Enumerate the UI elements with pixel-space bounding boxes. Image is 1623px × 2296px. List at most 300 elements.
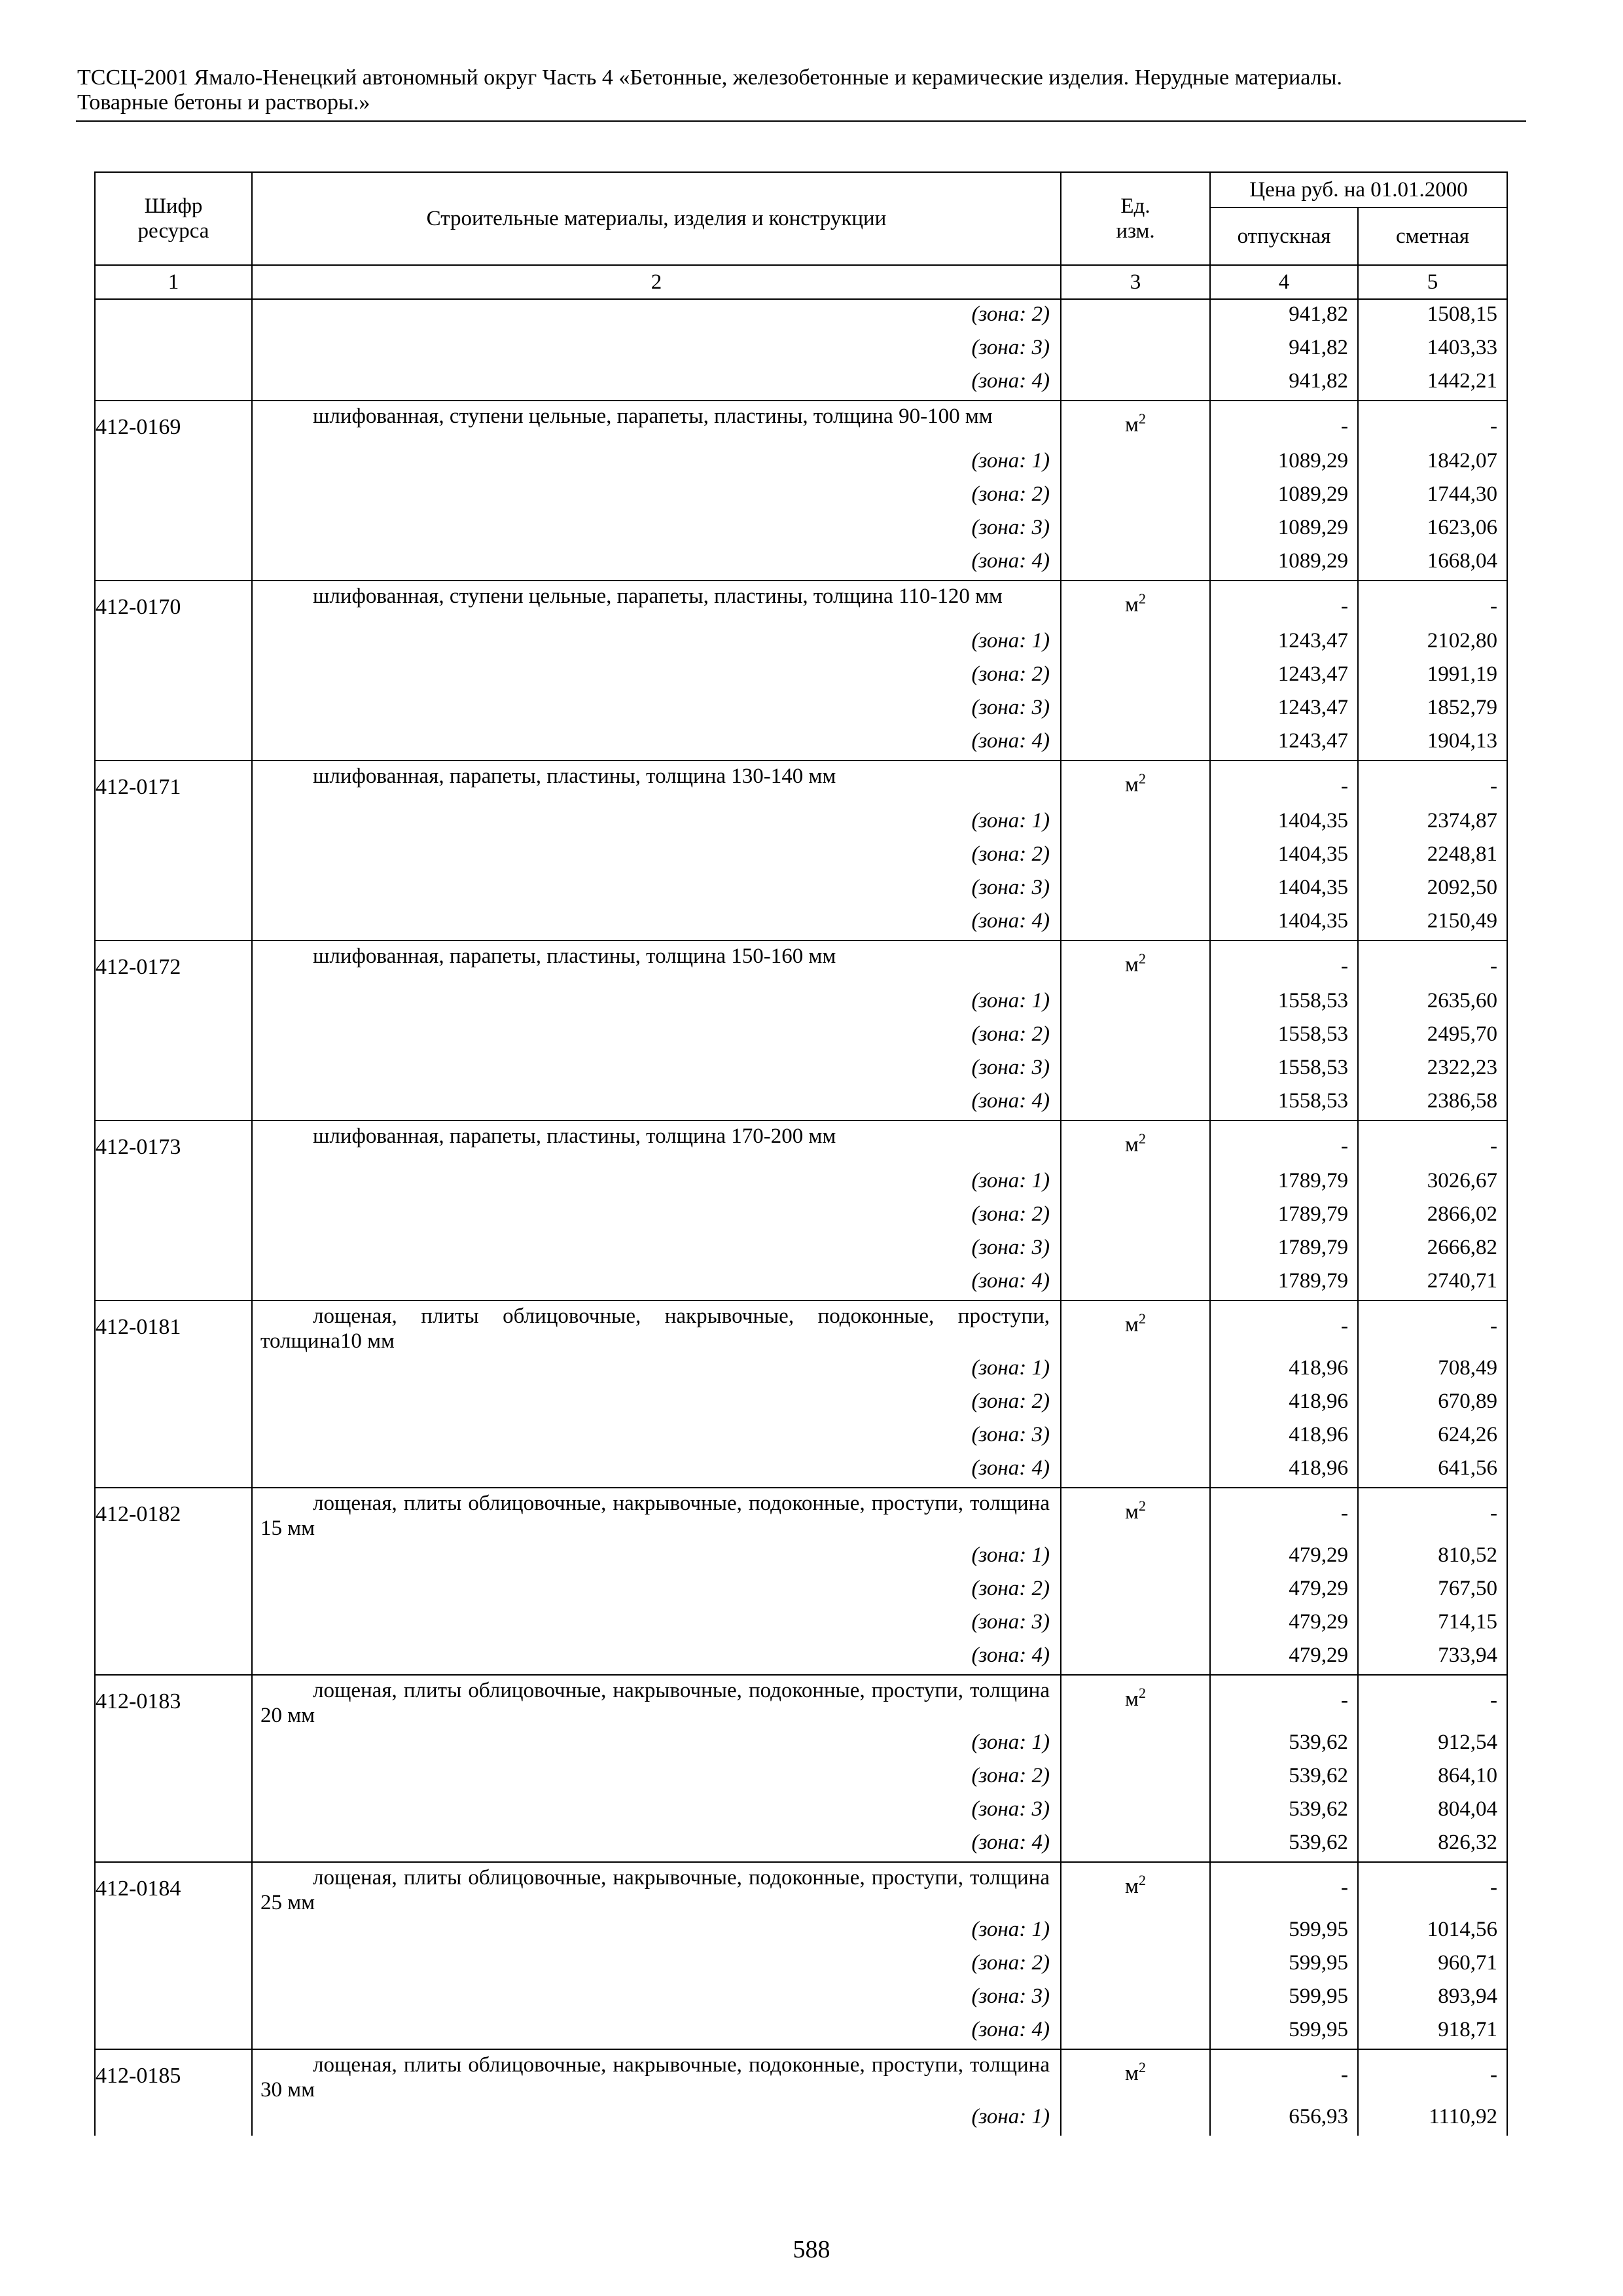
table-row — [95, 1795, 1507, 1828]
table-row — [95, 986, 1507, 1020]
zone-label: (зона: 3) — [252, 1420, 1061, 1454]
table-row — [95, 1728, 1507, 1761]
release-price: 479,29 — [1210, 1607, 1358, 1641]
zone-label: (зона: 2) — [252, 299, 1061, 333]
zone-label: (зона: 1) — [252, 626, 1061, 660]
item-description-text: лощеная, плиты облицовочные, накрывочные, подоконные, проступи, толщина 15 мм — [260, 1492, 1050, 1540]
release-price: - — [1210, 941, 1358, 986]
unit-text: м — [1125, 1133, 1139, 1157]
estimate-price: 1842,07 — [1358, 446, 1507, 480]
estimate-price: - — [1358, 2049, 1507, 2102]
col-header-release: отпускная — [1210, 207, 1358, 265]
table-row — [95, 1828, 1507, 1862]
item-description — [252, 1862, 1061, 1915]
table-row — [95, 1862, 1507, 1915]
code-cell — [95, 873, 252, 906]
code-cell — [95, 299, 252, 333]
release-price: 479,29 — [1210, 1574, 1358, 1607]
unit-exponent: 2 — [1138, 950, 1146, 967]
unit-cell — [1061, 480, 1210, 513]
table-row — [95, 1200, 1507, 1233]
estimate-price: - — [1358, 1675, 1507, 1728]
code-cell — [95, 1641, 252, 1675]
table-row — [95, 1675, 1507, 1728]
unit-text: м — [1125, 1687, 1139, 1711]
zone-label: (зона: 2) — [252, 1020, 1061, 1053]
release-price: 1243,47 — [1210, 693, 1358, 726]
table-body — [95, 299, 1507, 2136]
col-header-unit: Ед. изм. — [1061, 172, 1210, 265]
estimate-price: 1668,04 — [1358, 547, 1507, 581]
code-cell — [95, 1200, 252, 1233]
unit-cell — [1061, 1862, 1210, 1915]
unit-text: м — [1125, 773, 1139, 797]
unit-cell — [1061, 401, 1210, 446]
estimate-price: 864,10 — [1358, 1761, 1507, 1795]
code-cell — [95, 986, 252, 1020]
estimate-price: 1852,79 — [1358, 693, 1507, 726]
estimate-price: 1991,19 — [1358, 660, 1507, 693]
table-row — [95, 626, 1507, 660]
unit-cell — [1061, 906, 1210, 941]
release-price: 656,93 — [1210, 2102, 1358, 2136]
zone-label: (зона: 4) — [252, 1266, 1061, 1300]
zone-label: (зона: 4) — [252, 906, 1061, 941]
unit-cell — [1061, 299, 1210, 333]
code-cell — [95, 1607, 252, 1641]
code-cell — [95, 1454, 252, 1488]
release-price: 1089,29 — [1210, 480, 1358, 513]
release-price: 1243,47 — [1210, 660, 1358, 693]
unit-text: м — [1125, 1874, 1139, 1898]
table-row — [95, 2102, 1507, 2136]
estimate-price: 767,50 — [1358, 1574, 1507, 1607]
estimate-price: 641,56 — [1358, 1454, 1507, 1488]
unit-exponent: 2 — [1138, 590, 1146, 607]
estimate-price: - — [1358, 1862, 1507, 1915]
estimate-price: - — [1358, 1300, 1507, 1354]
release-price: 1789,79 — [1210, 1166, 1358, 1200]
unit-cell — [1061, 2015, 1210, 2049]
code-cell — [95, 1795, 252, 1828]
unit-cell — [1061, 806, 1210, 840]
release-price: - — [1210, 1300, 1358, 1354]
code-cell — [95, 446, 252, 480]
item-description — [252, 581, 1061, 626]
code-cell — [95, 1354, 252, 1387]
estimate-price: - — [1358, 1488, 1507, 1541]
estimate-price: 1744,30 — [1358, 480, 1507, 513]
code-cell — [95, 1387, 252, 1420]
table-row — [95, 1574, 1507, 1607]
table-row — [95, 840, 1507, 873]
estimate-price: - — [1358, 941, 1507, 986]
unit-exponent: 2 — [1138, 770, 1146, 787]
col-number: 1 — [95, 265, 252, 299]
zone-label: (зона: 3) — [252, 1982, 1061, 2015]
zone-label: (зона: 1) — [252, 446, 1061, 480]
resource-code: 412-0183 — [95, 1675, 252, 1728]
unit-cell — [1061, 761, 1210, 806]
release-price: 539,62 — [1210, 1795, 1358, 1828]
col-number: 2 — [252, 265, 1061, 299]
page-number: 588 — [793, 2236, 830, 2263]
zone-label: (зона: 1) — [252, 1166, 1061, 1200]
item-description-text: лощеная, плиты облицовочные, накрывочные, подоконные, проступи, толщина 30 мм — [260, 2053, 1050, 2102]
release-price: 941,82 — [1210, 333, 1358, 367]
table-row — [95, 333, 1507, 367]
code-cell — [95, 1020, 252, 1053]
table-row — [95, 1607, 1507, 1641]
resource-code: 412-0181 — [95, 1300, 252, 1354]
code-cell — [95, 840, 252, 873]
table-row — [95, 1488, 1507, 1541]
unit-cell — [1061, 626, 1210, 660]
unit-cell — [1061, 1233, 1210, 1266]
estimate-price: 2495,70 — [1358, 1020, 1507, 1053]
zone-label: (зона: 3) — [252, 513, 1061, 547]
code-cell — [95, 1574, 252, 1607]
unit-cell — [1061, 1053, 1210, 1086]
code-cell — [95, 1166, 252, 1200]
table-row — [95, 513, 1507, 547]
table-row — [95, 1233, 1507, 1266]
table-row — [95, 581, 1507, 626]
release-price: 1404,35 — [1210, 906, 1358, 941]
item-description — [252, 401, 1061, 446]
item-description-text: лощеная, плиты облицовочные, накрывочные, подоконные, проступи, толщина10 мм — [260, 1304, 1050, 1353]
zone-label: (зона: 4) — [252, 367, 1061, 401]
item-description-text: шлифованная, ступени цельные, парапеты, пластины, толщина 90-100 мм — [313, 404, 993, 428]
estimate-price: 2386,58 — [1358, 1086, 1507, 1121]
release-price: 1558,53 — [1210, 986, 1358, 1020]
col-header-code: Шифр ресурса — [95, 172, 252, 265]
unit-cell — [1061, 1454, 1210, 1488]
unit-cell — [1061, 1488, 1210, 1541]
estimate-price: 1442,21 — [1358, 367, 1507, 401]
table-row — [95, 1020, 1507, 1053]
zone-label: (зона: 4) — [252, 1641, 1061, 1675]
col-header-price-group: Цена руб. на 01.01.2000 — [1210, 172, 1507, 207]
code-cell — [95, 660, 252, 693]
release-price: 479,29 — [1210, 1641, 1358, 1675]
table-row — [95, 1086, 1507, 1121]
zone-label: (зона: 3) — [252, 1053, 1061, 1086]
release-price: 1243,47 — [1210, 626, 1358, 660]
table-row — [95, 1300, 1507, 1354]
unit-cell — [1061, 1948, 1210, 1982]
unit-cell — [1061, 1675, 1210, 1728]
unit-cell — [1061, 1420, 1210, 1454]
unit-text: м — [1125, 953, 1139, 977]
code-cell — [95, 906, 252, 941]
release-price: 1404,35 — [1210, 840, 1358, 873]
code-cell — [95, 333, 252, 367]
zone-label: (зона: 4) — [252, 1828, 1061, 1862]
estimate-price: 826,32 — [1358, 1828, 1507, 1862]
code-cell — [95, 1915, 252, 1948]
zone-label: (зона: 4) — [252, 547, 1061, 581]
zone-label: (зона: 3) — [252, 1233, 1061, 1266]
release-price: 1558,53 — [1210, 1086, 1358, 1121]
code-cell — [95, 1828, 252, 1862]
resource-code: 412-0182 — [95, 1488, 252, 1541]
estimate-price: 1403,33 — [1358, 333, 1507, 367]
estimate-price: 918,71 — [1358, 2015, 1507, 2049]
estimate-price: 1110,92 — [1358, 2102, 1507, 2136]
estimate-price: - — [1358, 761, 1507, 806]
table-row — [95, 446, 1507, 480]
unit-exponent: 2 — [1138, 1310, 1146, 1327]
unit-cell — [1061, 547, 1210, 581]
header-line-2: Товарные бетоны и растворы.» — [77, 90, 370, 115]
release-price: 1789,79 — [1210, 1266, 1358, 1300]
release-price: - — [1210, 401, 1358, 446]
unit-cell — [1061, 1020, 1210, 1053]
release-price: - — [1210, 2049, 1358, 2102]
estimate-price: 2150,49 — [1358, 906, 1507, 941]
zone-label: (зона: 2) — [252, 480, 1061, 513]
zone-label: (зона: 3) — [252, 693, 1061, 726]
unit-cell — [1061, 1266, 1210, 1300]
item-description-text: шлифованная, парапеты, пластины, толщина 150-160 мм — [313, 944, 836, 968]
table-row — [95, 1982, 1507, 2015]
table-row — [95, 1053, 1507, 1086]
estimate-price: 912,54 — [1358, 1728, 1507, 1761]
unit-cell — [1061, 513, 1210, 547]
code-cell — [95, 513, 252, 547]
unit-cell — [1061, 1121, 1210, 1166]
estimate-price: 2866,02 — [1358, 1200, 1507, 1233]
unit-cell — [1061, 1728, 1210, 1761]
estimate-price: 2322,23 — [1358, 1053, 1507, 1086]
estimate-price: 3026,67 — [1358, 1166, 1507, 1200]
estimate-price: - — [1358, 1121, 1507, 1166]
code-cell — [95, 1948, 252, 1982]
item-description — [252, 941, 1061, 986]
resource-code: 412-0185 — [95, 2049, 252, 2102]
unit-cell — [1061, 726, 1210, 761]
unit-cell — [1061, 367, 1210, 401]
release-price: - — [1210, 1675, 1358, 1728]
zone-label: (зона: 1) — [252, 1354, 1061, 1387]
release-price: 1089,29 — [1210, 513, 1358, 547]
table-row — [95, 480, 1507, 513]
resource-code: 412-0170 — [95, 581, 252, 626]
unit-text: м — [1125, 1313, 1139, 1336]
table-row — [95, 906, 1507, 941]
item-description-text: шлифованная, ступени цельные, парапеты, пластины, толщина 110-120 мм — [313, 584, 1003, 608]
table-row — [95, 2049, 1507, 2102]
table-row — [95, 1915, 1507, 1948]
code-cell — [95, 1420, 252, 1454]
unit-text: м — [1125, 593, 1139, 617]
item-description — [252, 1300, 1061, 1354]
zone-label: (зона: 1) — [252, 2102, 1061, 2136]
zone-label: (зона: 3) — [252, 1795, 1061, 1828]
table-row — [95, 693, 1507, 726]
table-row — [95, 1761, 1507, 1795]
unit-cell — [1061, 1354, 1210, 1387]
item-description — [252, 761, 1061, 806]
resource-code: 412-0171 — [95, 761, 252, 806]
unit-exponent: 2 — [1138, 1872, 1146, 1888]
code-cell — [95, 1541, 252, 1574]
code-cell — [95, 547, 252, 581]
release-price: 1789,79 — [1210, 1233, 1358, 1266]
release-price: 1404,35 — [1210, 806, 1358, 840]
code-cell — [95, 2015, 252, 2049]
unit-cell — [1061, 446, 1210, 480]
table-row — [95, 547, 1507, 581]
unit-cell — [1061, 1086, 1210, 1121]
zone-label: (зона: 3) — [252, 333, 1061, 367]
zone-label: (зона: 4) — [252, 1454, 1061, 1488]
zone-label: (зона: 1) — [252, 986, 1061, 1020]
unit-cell — [1061, 840, 1210, 873]
unit-cell — [1061, 986, 1210, 1020]
unit-cell — [1061, 1641, 1210, 1675]
unit-cell — [1061, 1200, 1210, 1233]
unit-exponent: 2 — [1138, 410, 1146, 427]
table-row — [95, 1420, 1507, 1454]
estimate-price: - — [1358, 581, 1507, 626]
table-row — [95, 726, 1507, 761]
release-price: 1243,47 — [1210, 726, 1358, 761]
header-line-1: ТССЦ-2001 Ямало-Ненецкий автономный округ Часть 4 «Бетонные, железобетонные и керамические изделия. Нерудные материалы. — [77, 65, 1342, 90]
estimate-price: 714,15 — [1358, 1607, 1507, 1641]
unit-cell — [1061, 693, 1210, 726]
estimate-price: 810,52 — [1358, 1541, 1507, 1574]
col-number: 3 — [1061, 265, 1210, 299]
table-row — [95, 1641, 1507, 1675]
release-price: 599,95 — [1210, 1982, 1358, 2015]
page-header — [77, 65, 1524, 115]
release-price: 1089,29 — [1210, 547, 1358, 581]
table-row — [95, 1166, 1507, 1200]
code-cell — [95, 1761, 252, 1795]
table-row — [95, 1387, 1507, 1420]
zone-label: (зона: 2) — [252, 1761, 1061, 1795]
unit-cell — [1061, 1795, 1210, 1828]
item-description — [252, 1488, 1061, 1541]
code-cell — [95, 1053, 252, 1086]
unit-cell — [1061, 1915, 1210, 1948]
release-price: 418,96 — [1210, 1420, 1358, 1454]
release-price: 539,62 — [1210, 1728, 1358, 1761]
unit-cell — [1061, 1982, 1210, 2015]
release-price: - — [1210, 1488, 1358, 1541]
estimate-price: 2248,81 — [1358, 840, 1507, 873]
unit-exponent: 2 — [1138, 1130, 1146, 1147]
estimate-price: 2740,71 — [1358, 1266, 1507, 1300]
unit-text: м — [1125, 2062, 1139, 2085]
code-cell — [95, 1086, 252, 1121]
code-cell — [95, 806, 252, 840]
estimate-price: 708,49 — [1358, 1354, 1507, 1387]
zone-label: (зона: 2) — [252, 1387, 1061, 1420]
col-header-estimate: сметная — [1358, 207, 1507, 265]
resource-code: 412-0173 — [95, 1121, 252, 1166]
item-description-text: шлифованная, парапеты, пластины, толщина 170-200 мм — [313, 1124, 836, 1148]
release-price: 539,62 — [1210, 1761, 1358, 1795]
table-row — [95, 367, 1507, 401]
unit-cell — [1061, 1541, 1210, 1574]
release-price: 1089,29 — [1210, 446, 1358, 480]
table-row — [95, 1266, 1507, 1300]
release-price: 1789,79 — [1210, 1200, 1358, 1233]
col-number: 5 — [1358, 265, 1507, 299]
estimate-price: 1508,15 — [1358, 299, 1507, 333]
table-row — [95, 873, 1507, 906]
table-row — [95, 660, 1507, 693]
table-row — [95, 1454, 1507, 1488]
zone-label: (зона: 1) — [252, 806, 1061, 840]
estimate-price: 2635,60 — [1358, 986, 1507, 1020]
item-description — [252, 1121, 1061, 1166]
zone-label: (зона: 2) — [252, 1948, 1061, 1982]
unit-cell — [1061, 660, 1210, 693]
code-cell — [95, 480, 252, 513]
code-cell — [95, 1728, 252, 1761]
release-price: - — [1210, 1862, 1358, 1915]
release-price: 599,95 — [1210, 2015, 1358, 2049]
resource-code: 412-0172 — [95, 941, 252, 986]
unit-cell — [1061, 1387, 1210, 1420]
zone-label: (зона: 2) — [252, 1200, 1061, 1233]
zone-label: (зона: 2) — [252, 1574, 1061, 1607]
estimate-price: 893,94 — [1358, 1982, 1507, 2015]
table-row — [95, 941, 1507, 986]
release-price: 479,29 — [1210, 1541, 1358, 1574]
unit-cell — [1061, 581, 1210, 626]
table-row — [95, 806, 1507, 840]
unit-cell — [1061, 2102, 1210, 2136]
zone-label: (зона: 1) — [252, 1915, 1061, 1948]
estimate-price: 2092,50 — [1358, 873, 1507, 906]
release-price: 1558,53 — [1210, 1020, 1358, 1053]
unit-cell — [1061, 1828, 1210, 1862]
zone-label: (зона: 1) — [252, 1728, 1061, 1761]
unit-cell — [1061, 873, 1210, 906]
estimate-price: 2374,87 — [1358, 806, 1507, 840]
release-price: 539,62 — [1210, 1828, 1358, 1862]
zone-label: (зона: 3) — [252, 873, 1061, 906]
estimate-price: 624,26 — [1358, 1420, 1507, 1454]
unit-cell — [1061, 1574, 1210, 1607]
unit-cell — [1061, 1607, 1210, 1641]
table-row — [95, 761, 1507, 806]
item-description — [252, 1675, 1061, 1728]
unit-cell — [1061, 2049, 1210, 2102]
unit-cell — [1061, 941, 1210, 986]
estimate-price: 804,04 — [1358, 1795, 1507, 1828]
unit-cell — [1061, 333, 1210, 367]
code-cell — [95, 1233, 252, 1266]
zone-label: (зона: 3) — [252, 1607, 1061, 1641]
col-number: 4 — [1210, 265, 1358, 299]
resource-code: 412-0169 — [95, 401, 252, 446]
unit-text: м — [1125, 1500, 1139, 1524]
code-cell — [95, 1266, 252, 1300]
unit-text: м — [1125, 413, 1139, 437]
release-price: 599,95 — [1210, 1948, 1358, 1982]
release-price: 941,82 — [1210, 367, 1358, 401]
code-cell — [95, 367, 252, 401]
estimate-price: 1904,13 — [1358, 726, 1507, 761]
estimate-price: 1623,06 — [1358, 513, 1507, 547]
estimate-price: 960,71 — [1358, 1948, 1507, 1982]
